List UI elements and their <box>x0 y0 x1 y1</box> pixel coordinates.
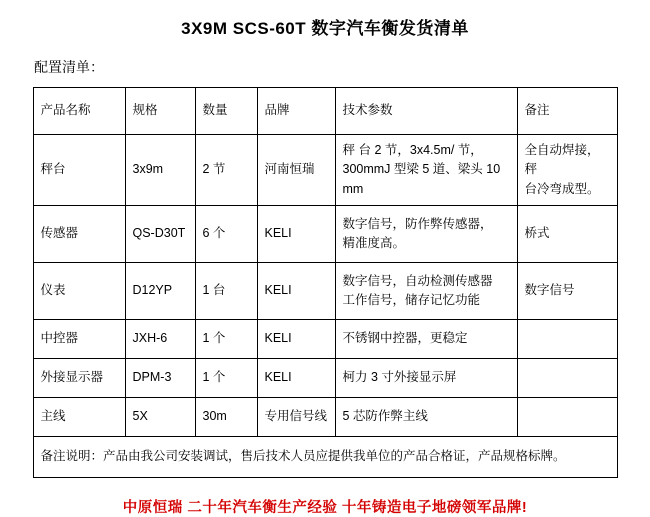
cell-param-line2: 精准度高。 <box>342 236 406 251</box>
cell-brand: KELI <box>257 359 335 398</box>
cell-param-line1: 数字信号，自动检测传感器 <box>342 273 493 288</box>
cell-param <box>335 135 517 206</box>
header-cell-name: 产品名称 <box>33 88 125 135</box>
cell-spec: DPM-3 <box>125 359 195 398</box>
header-cell-spec: 规格 <box>125 88 195 135</box>
cell-product-name: 外接显示器 <box>33 359 125 398</box>
cell-note-line1: 桥式 <box>524 226 550 241</box>
cell-spec: D12YP <box>125 263 195 320</box>
cell-note <box>517 398 617 437</box>
cell-param: 5 芯防作弊主线 <box>335 398 517 437</box>
cell-note <box>517 135 617 206</box>
table-row <box>33 398 617 437</box>
cell-qty: 30m <box>195 398 257 437</box>
page-title: 3X9M SCS-60T 数字汽车衡发货清单 <box>181 19 469 38</box>
cell-product-name: 传感器 <box>33 206 125 263</box>
cell-qty: 6 个 <box>195 206 257 263</box>
table-row <box>33 206 617 263</box>
cell-note <box>517 320 617 359</box>
cell-brand: KELI <box>257 263 335 320</box>
table-footer-note-row <box>33 437 617 478</box>
header-cell-note: 备注 <box>517 88 617 135</box>
document-page <box>0 14 650 517</box>
cell-param-line2: 工作信号，储存记忆功能 <box>342 293 481 308</box>
table-header-row <box>33 88 617 135</box>
cell-brand: KELI <box>257 320 335 359</box>
cell-qty: 1 台 <box>195 263 257 320</box>
cell-note <box>517 206 617 263</box>
cell-spec: 3x9m <box>125 135 195 206</box>
table-row <box>33 135 617 206</box>
cell-brand: KELI <box>257 206 335 263</box>
cell-param: 柯力 3 寸外接显示屏 <box>335 359 517 398</box>
cell-brand: 河南恒瑞 <box>257 135 335 206</box>
cell-param-line2: 300mmJ 型梁 5 道、梁头 10mm <box>342 162 501 196</box>
cell-qty: 1 个 <box>195 359 257 398</box>
spec-table <box>33 87 618 478</box>
footer-note-cell: 备注说明：产品由我公司安装调试，售后技术人员应提供我单位的产品合格证，产品规格标牌。 <box>33 437 617 478</box>
header-cell-param: 技术参数 <box>335 88 517 135</box>
header-cell-qty: 数量 <box>195 88 257 135</box>
company-slogan: 中原恒瑞 二十年汽车衡生产经验 十年铸造电子地磅领军品牌! <box>122 500 528 517</box>
cell-note <box>517 263 617 320</box>
cell-product-name: 中控器 <box>33 320 125 359</box>
cell-spec: JXH-6 <box>125 320 195 359</box>
cell-note <box>517 359 617 398</box>
cell-note-line2: 台冷弯成型。 <box>524 181 600 196</box>
cell-product-name: 仪表 <box>33 263 125 320</box>
cell-param-line1: 秤 台 2 节，3x4.5m/ 节， <box>342 143 483 157</box>
cell-product-name: 主线 <box>33 398 125 437</box>
cell-param: 不锈钢中控器，更稳定 <box>335 320 517 359</box>
cell-note-line1: 数字信号 <box>524 283 575 298</box>
cell-product-name: 秤台 <box>33 135 125 206</box>
cell-spec: QS-D30T <box>125 206 195 263</box>
cell-note-line1: 全自动焊接，秤 <box>524 143 600 177</box>
cell-param-line1: 数字信号，防作弊传感器， <box>342 216 493 231</box>
table-row <box>33 263 617 320</box>
config-list-label: 配置清单： <box>34 59 104 75</box>
header-cell-brand: 品牌 <box>257 88 335 135</box>
cell-qty: 1 个 <box>195 320 257 359</box>
cell-spec: 5X <box>125 398 195 437</box>
table-row <box>33 320 617 359</box>
cell-qty: 2 节 <box>195 135 257 206</box>
cell-brand: 专用信号线 <box>257 398 335 437</box>
cell-param <box>335 263 517 320</box>
table-row <box>33 359 617 398</box>
cell-param <box>335 206 517 263</box>
